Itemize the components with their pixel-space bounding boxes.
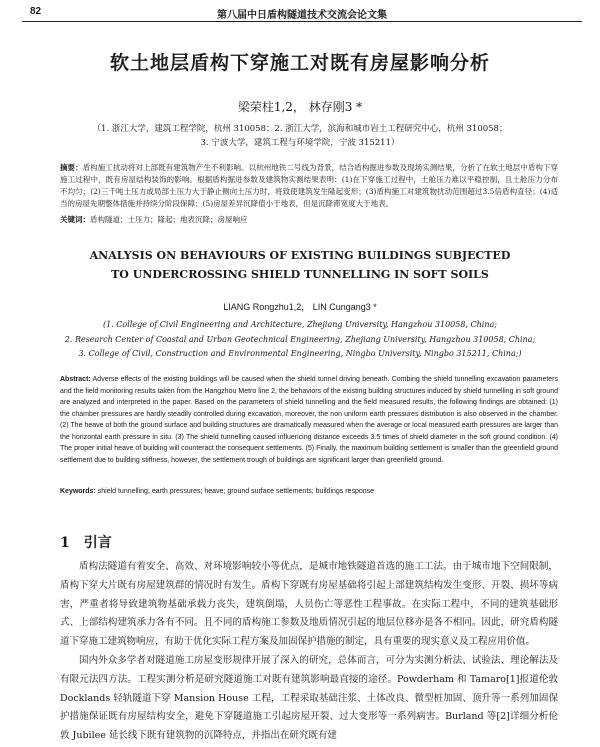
body-paragraph: 国内外众多学者对隧道施工房屋变形规律开展了深入的研究，总体而言，可分为实测分析法、试验法、理论解法及有限元法四方法。工程实测分析是研究隧道施工对既有建筑影响最直接的途径。Powderham 和 Tamaro[1]报道伦敦 Docklands 轻轨隧道下穿 Mansion House 工程，工程采取基础注浆、土体改良、微型桩加固、顶升等一系列加固保护措施保证既有房屋结构安全，避免下穿隧道施工引起房屋开裂、过大变形等一系列病害。Burland 等[2]详细分析伦敦 Jubilee 延长线下既有建筑物的沉降特点，并指出在研究既有建 [60, 654, 558, 742]
paper-title-cn: 软土地层盾构下穿施工对既有房屋影响分析 [109, 52, 490, 74]
affiliation-en-line: 3. College of Civil, Construction and Environmental Engineering, Ningbo University, Ningbo 315211, China;) [78, 349, 522, 358]
abstract-cn-text: 盾构施工扰动将对上部既有建筑物产生不利影响。以杭州地铁二号线为背景，结合盾构掘进参数及现场实测结果，分析了在软土地层中盾构下穿施工过程中，既有房屋结构装饰的影响。根据盾构掘进参数及建筑物实测结果表明：(1)在下穿施工过程中，土舱压力难以平稳控制，且土舱压力分布不均匀；(2)三千吨土压力或局部土压力大于静止侧向土压力时，将致使建筑发生隆起变形；(3)盾构施工对建筑物扰动范围超过3.5倍盾构直径；(4)适当的房屋先期整体措施并持续分阶段保障；(5)房屋差异沉降值小于地表，但是沉降滞宽度大于地表。 [60, 163, 558, 208]
keywords-en-text: shield tunnelling; earth pressures; heave; ground surface settlements; buildings response [97, 488, 375, 495]
authors-cn: 梁荣柱1,2， 林存刚3 * [237, 100, 363, 114]
body-paragraph: 盾构法隧道有着安全、高效、对环境影响较小等优点，是城市地铁隧道首选的施工工法。由于城市地下空间限制，盾构下穿大片既有房屋建筑群的情况时有发生。盾构下穿既有房屋基础将引起上部建筑结构发生变形、开裂、损坏等病害，严重者将导致建筑物基础承载力丧失，建筑倒塌，人员伤亡等恶性工程事故。在实际工程中，不同的建筑基础形式、上部结构建筑承力各有不同。且不同的盾构施工参数及地质情况引起的地层位移亦是各不相同。因此，研究盾构隧道下穿施工建筑物响应，有助于优化实际工程方案及加固保护措施的制定，具有重要的现实意义及工程应用价值。 [60, 561, 558, 648]
keywords-en [60, 488, 558, 495]
abstract-en-text: Adverse effects of the existing buildings will be caused when the shield tunnel driving beneath. Combing the shield tunnelling excavation parameters and the field monitoring results taken from the Hangzhou Metro line 2, the behaviors of the existing building structures induced by shield tunnelling in soft ground are analyzed and interpreted in the paper. Based on the parameters of shield tunnelling and the field measured results, the following findings are obtained: (1) the chamber pressures are hardly steadily controlled during excavation, moreover, the non uniform earth pressures distribution is also observed in the chamber. (2) The heave of both the ground surface and building structures are dramatically measured when the average or local measured earth pressures are larger than the horizontal earth pressure in situ. (3) The shield tunnelling caused influencing distance exceeds 3.5 times of shield diameter in the soft ground condition. (4) The proper initial heave of building will counteract the consequent settlements. (5) Finally, the maximum building settlement is smaller than the greenfield ground settlement due to building stiffness, however, the settlement trough of buildings are significant larger than greenfield ground. [60, 376, 559, 464]
affiliation-cn-line: 3. 宁波大学，建筑工程与环境学院，宁波 315211） [200, 138, 400, 148]
section-title: 引言 [83, 535, 112, 551]
affiliations-cn [60, 122, 540, 150]
authors-en: LIANG Rongzhu1,2， LIN Cungang3 * [223, 302, 377, 312]
abstract-en-label: Abstract: [60, 376, 91, 383]
keywords-cn-label: 关键词： [60, 215, 90, 224]
abstract-cn [60, 162, 558, 210]
affiliations-en [40, 318, 560, 362]
header-rule [22, 21, 582, 22]
paper-title-en [0, 246, 600, 284]
section-number: 1 [60, 535, 70, 551]
title-en-line: TO UNDERCROSSING SHIELD TUNNELLING IN SOFT SOILS [111, 268, 489, 281]
affiliation-en-line: (1. College of Civil Engineering and Architecture, Zhejiang University, Hangzhou 310058, China; [103, 320, 497, 329]
abstract-cn-label: 摘要： [60, 163, 83, 172]
keywords-cn-text: 盾构隧道；土压力；隆起；地表沉降；房屋响应 [90, 215, 248, 224]
abstract-en [60, 374, 558, 466]
section-heading [60, 532, 112, 552]
affiliation-cn-line: （1. 浙江大学，建筑工程学院，杭州 310058；2. 浙江大学，滨海和城市岩土工程研究中心，杭州 310058； [92, 124, 508, 134]
keywords-en-label: Keywords: [60, 488, 96, 495]
body-text [60, 558, 558, 746]
running-title: 第八届中日盾构隧道技术交流会论文集 [217, 10, 387, 21]
title-en-line: ANALYSIS ON BEHAVIOURS OF EXISTING BUILDINGS SUBJECTED [89, 249, 511, 262]
keywords-cn [60, 214, 558, 225]
affiliation-en-line: 2. Research Center of Coastal and Urban Geotechnical Engineering, Zhejiang University, Hangzhou 310058, China; [64, 334, 536, 344]
page-number: 82 [30, 6, 42, 17]
page-header [22, 6, 582, 22]
